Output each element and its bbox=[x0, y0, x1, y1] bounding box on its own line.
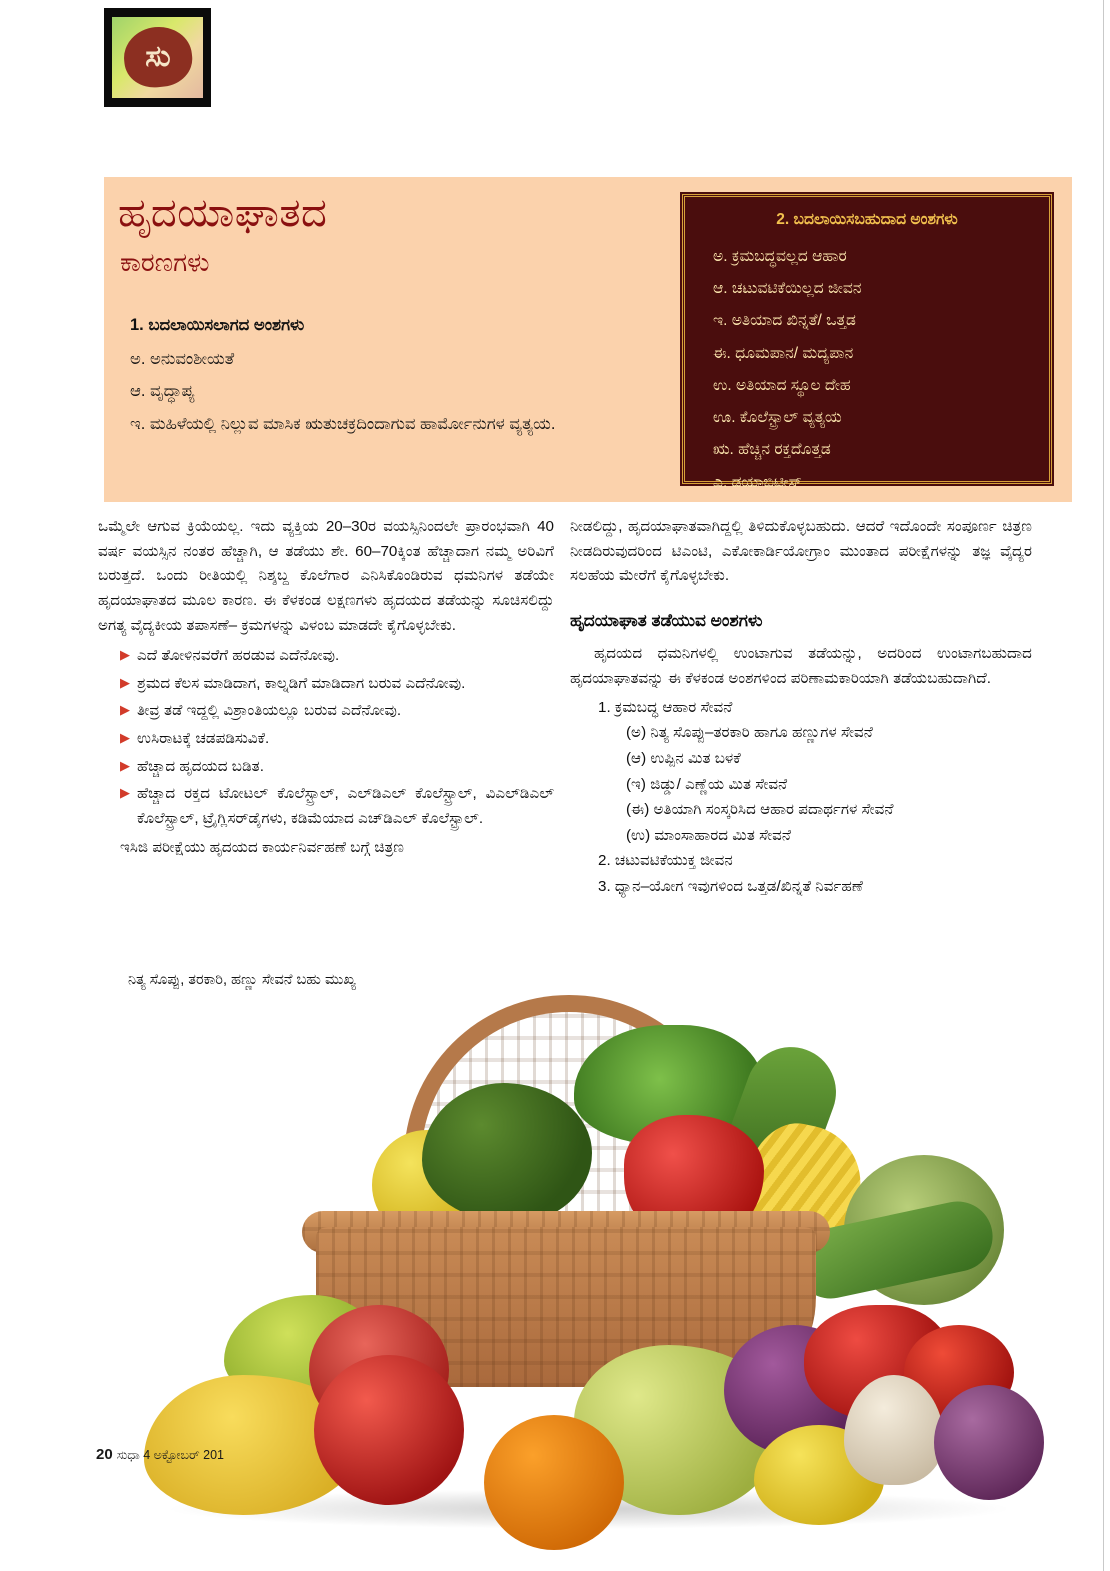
photo-caption: ನಿತ್ಯ ಸೊಪ್ಪು, ತರಕಾರಿ, ಹಣ್ಣು ಸೇವನೆ ಬಹು ಮುಖ್ಯ bbox=[128, 972, 356, 988]
orange-icon bbox=[484, 1415, 624, 1550]
list-item: ಈ. ಧೂಮಪಾನ/ ಮದ್ಯಪಾನ bbox=[713, 344, 854, 362]
paragraph: ಇಸಿಜಿ ಪರೀಕ್ಷೆಯು ಹೃದಯದ ಕಾರ್ಯನಿರ್ವಹಣೆ ಬಗ್ಗೆ ಚಿತ್ರಣ bbox=[120, 838, 405, 856]
page-subtitle: ಕಾರಣಗಳು bbox=[120, 247, 210, 277]
list-item-text: ಹೆಚ್ಚಾದ ಹೃದಯದ ಬಡಿತ. bbox=[137, 757, 264, 775]
triangle-bullet-icon: ▶ bbox=[120, 674, 130, 690]
list-item: ಉ. ಅತಿಯಾದ ಸ್ಥೂಲ ದೇಹ bbox=[713, 376, 851, 394]
footer-meta: ಸುಧಾ 4 ಅಕ್ಟೋಬರ್ 201 bbox=[116, 1448, 224, 1462]
apple-icon bbox=[314, 1355, 464, 1505]
non-modifiable-factors-list bbox=[130, 309, 670, 440]
list-item: ಋ. ಹೆಚ್ಚಿನ ರಕ್ತದೊತ್ತಡ bbox=[713, 441, 831, 459]
list-item-text: ಉಸಿರಾಟಕ್ಕೆ ಚಡಪಡಿಸುವಿಕೆ. bbox=[137, 730, 270, 747]
symptoms-bullet-list bbox=[98, 644, 554, 831]
box-items bbox=[713, 241, 1035, 499]
list-item-text: ಹೆಚ್ಚಾದ ರಕ್ತದ ಟೋಟಲ್ ಕೊಲೆಸ್ಟ್ರಾಲ್, ಎಲ್‌ಡಿಎಲ್ ಕೊಲೆಸ್ಟ್ರಾಲ್, ವಿಎಲ್‌ಡಿಎಲ್ ಕೊಲೆಸ್ಟ್ರಾಲ್, ಟ್ರೈಗ್ಲಿಸರ್‌ಡೈಗಳು, ಕಡಿಮೆಯಾದ ಎಚ್‌ಡಿಎಲ್ ಕೊಲೆಸ್ಟ್ರಾಲ್. bbox=[137, 785, 554, 827]
triangle-bullet-icon: ▶ bbox=[120, 785, 130, 801]
list-item: (ಅ) ನಿತ್ಯ ಸೊಪ್ಪು–ತರಕಾರಿ ಹಾಗೂ ಹಣ್ಣುಗಳ ಸೇವನೆ bbox=[626, 724, 873, 742]
list-item: ಆ. ವೃದ್ಧಾಪ್ಯ bbox=[130, 382, 195, 401]
fruit-vegetable-photo bbox=[104, 955, 1072, 1555]
list-item: ಎ. ಡಯಾಬಿಟೀಸ್ bbox=[713, 473, 802, 491]
triangle-bullet-icon: ▶ bbox=[120, 647, 130, 663]
list-item: (ಉ) ಮಾಂಸಾಹಾರದ ಮಿತ ಸೇವನೆ bbox=[626, 826, 791, 844]
modifiable-factors-box bbox=[682, 194, 1052, 491]
list-item: 2. ಚಟುವಟಿಕೆಯುಕ್ತ ಜೀವನ bbox=[598, 852, 733, 870]
list-item bbox=[98, 699, 554, 724]
body-column-left bbox=[98, 515, 554, 860]
list-item: 1. ಕ್ರಮಬದ್ಧ ಆಹಾರ ಸೇವನೆ bbox=[598, 698, 733, 716]
logo-background bbox=[112, 17, 203, 98]
logo-glyph: ಸು bbox=[145, 40, 171, 73]
paragraph: ಒಮ್ಮೆಲೇ ಆಗುವ ಕ್ರಿಯೆಯಲ್ಲ. ಇದು ವ್ಯಕ್ತಿಯ 20–30ರ ವಯಸ್ಸಿನಿಂದಲೇ ಪ್ರಾರಂಭವಾಗಿ 40 ವರ್ಷ ವಯಸ್ಸಿನ ನಂತರ ಹೆಚ್ಚಾಗಿ, ಆ ತಡೆಯು ಶೇ. 60–70ಕ್ಕಿಂತ ಹೆಚ್ಚಾದಾಗ ನಮ್ಮ ಅರಿವಿಗೆ ಬರುತ್ತದೆ. ಒಂದು ರೀತಿಯಲ್ಲಿ ನಿಶ್ಶಬ್ದ ಕೊಲೆಗಾರ ಎನಿಸಿಕೊಂಡಿರುವ ಧಮನಿಗಳ ತಡೆಯೇ ಹೃದಯಾಘಾತದ ಮೂಲ ಕಾರಣ. ಈ ಕೆಳಕಂಡ ಲಕ್ಷಣಗಳು ಹೃದಯದ ತಡೆಯನ್ನು ಸೂಚಿಸಲಿದ್ದು ಅಗತ್ಯ ವೈದ್ಯಕೀಯ ತಪಾಸಣೆ– ಕ್ರಮಗಳನ್ನು ವಿಳಂಬ ಮಾಡದೇ ಕೈಗೊಳ್ಳಬೇಕು. bbox=[98, 518, 554, 634]
paragraph: ಹೃದಯದ ಧಮನಿಗಳಲ್ಲಿ ಉಂಟಾಗುವ ತಡೆಯನ್ನು, ಅದರಿಂದ ಉಂಟಾಗಬಹುದಾದ ಹೃದಯಾಘಾತವನ್ನು ಈ ಕೆಳಕಂಡ ಅಂಶಗಳಿಂದ ಪರಿಣಾಮಕಾರಿಯಾಗಿ ತಡೆಯಬಹುದಾಗಿದೆ. bbox=[570, 645, 1032, 688]
list-item: (ಆ) ಉಪ್ಪಿನ ಮಿತ ಬಳಕೆ bbox=[626, 749, 741, 767]
list-item bbox=[98, 755, 554, 780]
list-item: ಅ. ಕ್ರಮಬದ್ಧವಲ್ಲದ ಆಹಾರ bbox=[713, 248, 847, 265]
page-title: ಹೃದಯಾಘಾತದ bbox=[118, 191, 328, 235]
list-item: (ಈ) ಅತಿಯಾಗಿ ಸಂಸ್ಕರಿಸಿದ ಆಹಾರ ಪದಾರ್ಥಗಳ ಸೇವನೆ bbox=[626, 801, 894, 819]
list-item bbox=[98, 672, 554, 697]
triangle-bullet-icon: ▶ bbox=[120, 730, 130, 745]
page-footer bbox=[96, 1446, 224, 1463]
list-item-text: ತೀವ್ರ ತಡೆ ಇದ್ದಲ್ಲಿ ವಿಶ್ರಾಂತಿಯಲ್ಲೂ ಬರುವ ಎದೆನೋವು. bbox=[137, 702, 402, 720]
list-item: ಆ. ಚಟುವಟಿಕೆಯಿಲ್ಲದ ಜೀವನ bbox=[713, 280, 862, 298]
list-item: ಅ. ಅನುವಂಶೀಯತೆ bbox=[130, 350, 235, 369]
body-column-right bbox=[570, 515, 1032, 901]
box-title: 2. ಬದಲಾಯಿಸಬಹುದಾದ ಅಂಶಗಳು bbox=[776, 211, 958, 228]
list-item: ಊ. ಕೊಲೆಸ್ಟ್ರಾಲ್ ವ್ಯತ್ಯಯ bbox=[713, 409, 842, 427]
onion-icon bbox=[934, 1385, 1044, 1500]
page-number: 20 bbox=[96, 1446, 113, 1463]
list-item: 3. ಧ್ಯಾನ–ಯೋಗ ಇವುಗಳಿಂದ ಒತ್ತಡ/ಖಿನ್ನತೆ ನಿರ್ವಹಣೆ bbox=[598, 878, 863, 896]
paragraph: ನೀಡಲಿದ್ದು, ಹೃದಯಾಘಾತವಾಗಿದ್ದಲ್ಲಿ ತಿಳಿದುಕೊಳ್ಳಬಹುದು. ಆದರೆ ಇದೊಂದೇ ಸಂಪೂರ್ಣ ಚಿತ್ರಣ ನೀಡದಿರುವುದರಿಂದ ಟಿಎಂಟಿ, ಎಕೋಕಾರ್ಡಿಯೋಗ್ರಾಂ ಮುಂತಾದ ಪರೀಕ್ಷೆಗಳನ್ನು ತಜ್ಞ ವೈದ್ಯರ ಸಲಹೆಯ ಮೇರೆಗೆ ಕೈಗೊಳ್ಳಬೇಕು. bbox=[570, 518, 1032, 585]
triangle-bullet-icon: ▶ bbox=[120, 757, 130, 773]
list-item-text: ಎದೆ ತೋಳಿನವರೆಗೆ ಹರಡುವ ಎದೆನೋವು. bbox=[137, 647, 340, 665]
list-item-text: ಶ್ರಮದ ಕೆಲಸ ಮಾಡಿದಾಗ, ಕಾಲ್ನಡಿಗೆ ಮಾಡಿದಾಗ ಬರುವ ಎದೆನೋವು. bbox=[137, 674, 466, 692]
header-panel bbox=[104, 177, 1072, 502]
prevention-sub-list bbox=[598, 721, 1032, 848]
list-item: ಇ. ಅತಿಯಾದ ಖಿನ್ನತೆ/ ಒತ್ತಡ bbox=[713, 312, 856, 330]
list-item bbox=[98, 727, 554, 752]
list-item: (ಇ) ಜಿಡ್ಡು/ ಎಣ್ಣೆಯ ಮಿತ ಸೇವನೆ bbox=[626, 775, 788, 793]
prevention-numbered-list bbox=[570, 696, 1032, 900]
magazine-logo bbox=[104, 8, 211, 107]
broccoli-icon bbox=[422, 1083, 592, 1223]
page-rule-right bbox=[1103, 0, 1104, 1571]
list-item bbox=[98, 644, 554, 669]
list-item: ಇ. ಮಹಿಳೆಯಲ್ಲಿ ನಿಲ್ಲುವ ಮಾಸಿಕ ಋತುಚಕ್ರದಿಂದಾಗುವ ಹಾರ್ಮೋನುಗಳ ವ್ಯತ್ಯಯ. bbox=[130, 414, 556, 433]
page-rule-left bbox=[0, 0, 1, 1571]
section-heading: ಹೃದಯಾಘಾತ ತಡೆಯುವ ಅಂಶಗಳು bbox=[570, 610, 763, 630]
photo-scene bbox=[104, 955, 1072, 1555]
list-item bbox=[98, 782, 554, 831]
factors-list-title: 1. ಬದಲಾಯಿಸಲಾಗದ ಅಂಶಗಳು bbox=[130, 316, 305, 334]
triangle-bullet-icon: ▶ bbox=[120, 702, 130, 718]
